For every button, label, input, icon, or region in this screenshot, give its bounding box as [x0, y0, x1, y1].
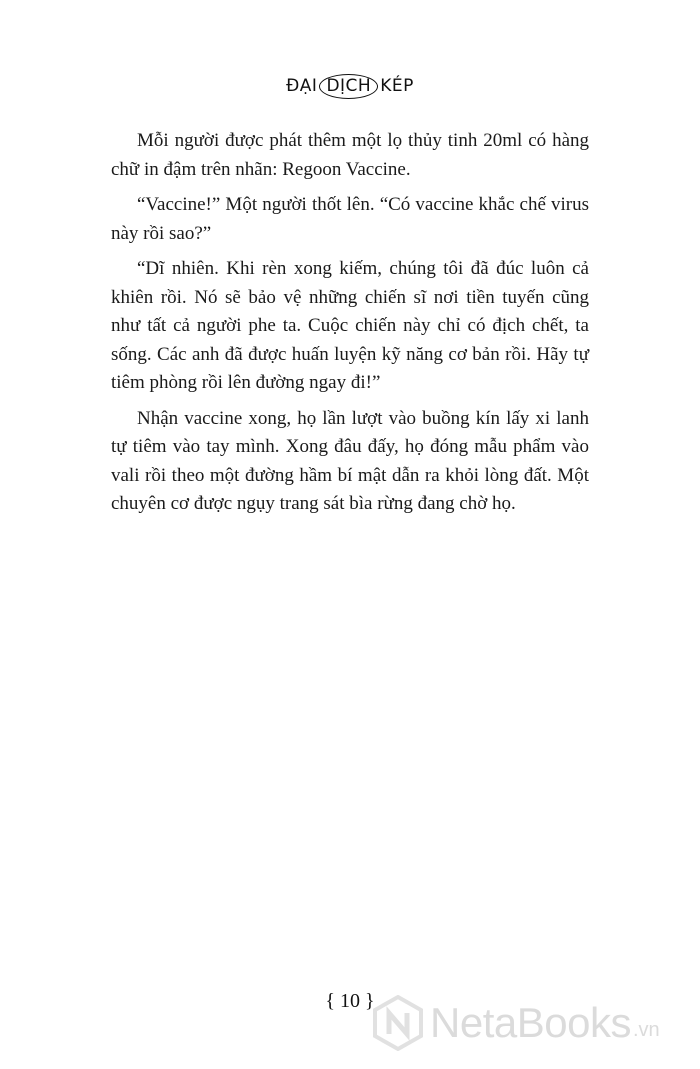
- page-number: { 10 }: [325, 990, 375, 1012]
- paragraph: “Vaccine!” Một người thốt lên. “Có vaccine khắc chế virus này rồi sao?”: [111, 194, 589, 244]
- paragraph: “Dĩ nhiên. Khi rèn xong kiếm, chúng tôi đã đúc luôn cả khiên rồi. Nó sẽ bảo vệ những chiến sĩ nơi tiền tuyến cũng như tất cả người phe ta. Cuộc chiến này chỉ có địch chết, ta sống. Các anh đã được huấn luyện kỹ năng cơ bản rồi. Hãy tự tiêm phòng rồi lên đường ngay đi!”: [111, 258, 589, 393]
- running-head: [0, 74, 700, 99]
- running-head-ringed: DỊCH: [319, 74, 378, 99]
- watermark-suffix: .vn: [632, 1018, 660, 1041]
- paragraph: Mỗi người được phát thêm một lọ thủy tinh 20ml có hàng chữ in đậm trên nhãn: Regoon Vaccine.: [111, 130, 589, 180]
- watermark: [372, 995, 660, 1051]
- running-head-suffix: KÉP: [380, 76, 414, 96]
- running-head-prefix: ĐẠI: [286, 76, 318, 96]
- paragraph: Nhận vaccine xong, họ lần lượt vào buồng kín lấy xi lanh tự tiêm vào tay mình. Xong đâu đấy, họ đóng mẫu phẩm vào vali rồi theo một đường hầm bí mật dẫn ra khỏi lòng đất. Một chuyên cơ được ngụy trang sát bìa rừng đang chờ họ.: [111, 407, 589, 514]
- netabooks-logo-icon: [372, 995, 424, 1051]
- watermark-text: NetaBooks: [430, 999, 631, 1046]
- body-text: [111, 127, 589, 526]
